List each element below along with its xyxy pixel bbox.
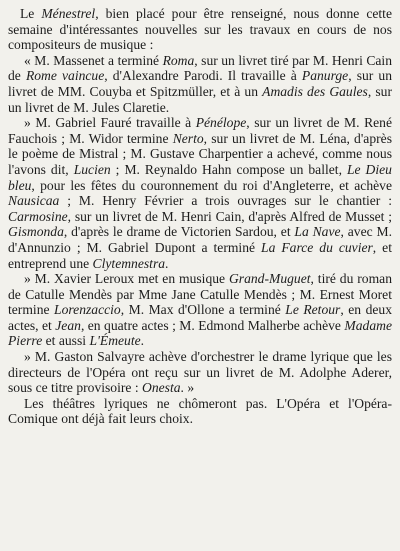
text-segment: . — [165, 255, 169, 271]
text-segment: « M. Massenet a terminé — [24, 52, 163, 68]
italic-title-segment: Pénélope — [195, 115, 247, 131]
text-segment: Les théâtres lyriques ne chômeront pas. L'Opéra et l'Opéra-Comique ont déjà fait leurs choix. — [8, 395, 392, 427]
article-paragraph-leroux — [8, 271, 392, 349]
text-segment: , sur un livret de MM. Couyba et Spitzmüller, et à un — [8, 68, 393, 99]
italic-title-segment: Gismonda — [8, 224, 64, 240]
text-segment: , bien placé pour être renseigné, nous donne cette semaine d'intéressantes nouvelles sur les travaux en cours de nos compositeurs de musique : — [8, 6, 392, 53]
text-segment: , en deux actes, et — [8, 302, 392, 333]
text-segment: , en quatre actes ; M. Edmond Malherbe achève — [80, 317, 345, 333]
text-segment: , sur un livret de M. Léna, d'après le poème de Mistral ; M. Gustave Charpentier a achevé, comme nous l'avons dit, — [8, 130, 392, 177]
text-segment: , et entreprend une — [8, 239, 392, 271]
italic-title-segment: Lucien — [73, 161, 111, 177]
text-segment: » M. Gaston Salvayre achève d'orchestrer le drame lyrique que les directeurs de l'Opéra ont reçu sur un livret de M. Adolphe Aderer, sous ce titre provisoire : — [8, 349, 392, 396]
italic-title-segment: Madame Pierre — [8, 317, 392, 349]
italic-title-segment: Jean — [55, 317, 81, 333]
italic-title-segment: Carmosine — [8, 208, 68, 224]
text-segment: , sur un livret de M. Henri Cain, d'après Alfred de Musset ; — [67, 208, 392, 224]
text-segment: » M. Xavier Leroux met en musique — [24, 271, 229, 287]
text-segment: , avec M. d'Annunzio ; M. Gabriel Dupont a terminé — [8, 224, 392, 255]
text-segment: , d'après le drame de Victorien Sardou, et — [63, 224, 295, 240]
article-paragraph-massenet — [8, 53, 392, 115]
text-segment: , pour les fêtes du couronnement du roi d'Angleterre, et achève — [31, 177, 392, 193]
italic-title-segment: Nausicaa — [8, 193, 60, 209]
italic-title-segment: Onesta — [142, 380, 181, 396]
italic-title-segment: Clytemnestra — [92, 255, 166, 271]
text-segment: » M. Gabriel Fauré travaille à — [24, 115, 196, 131]
italic-title-segment: Lorenzaccio — [54, 302, 121, 318]
italic-title-segment: Panurge — [301, 68, 349, 84]
text-segment: Le — [20, 6, 42, 21]
italic-title-segment: Grand-Muguet — [228, 271, 311, 287]
text-segment: ; M. Henry Février a trois ouvrages sur le chantier : — [59, 193, 392, 209]
article-paragraph-salvayre — [8, 349, 392, 396]
text-segment: , M. Max d'Ollone a terminé — [120, 302, 286, 318]
italic-title-segment: La Nave — [294, 224, 341, 240]
text-segment: et aussi — [42, 333, 90, 349]
italic-title-segment: Le Retour — [285, 302, 341, 318]
text-segment: . — [140, 333, 145, 349]
text-segment: , d'Alexandre Parodi. Il travaille à — [104, 68, 302, 84]
text-segment: . » — [180, 380, 195, 396]
italic-title-segment: L'Émeute — [89, 333, 141, 349]
text-segment: , sur un livret tiré par M. Henri Cain de — [8, 52, 392, 84]
italic-title-segment: Nerto — [172, 130, 204, 146]
italic-title-segment: La Farce du cuvier — [261, 239, 373, 255]
text-segment: , tiré du roman de Catulle Mendès par Mme Jane Catulle Mendès ; M. Ernest Moret termine — [8, 271, 393, 318]
italic-title-segment: Amadis des Gaules — [262, 83, 368, 99]
article-paragraph-intro — [8, 6, 392, 53]
italic-title-segment: Le Dieu bleu — [8, 161, 392, 193]
text-segment: , sur un livret de M. Jules Claretie. — [8, 83, 392, 115]
article-paragraph-faure — [8, 115, 392, 271]
article-paragraph-conclusion — [8, 396, 392, 427]
italic-title-segment: Roma — [162, 52, 195, 68]
text-segment: ; M. Reynaldo Hahn compose un ballet, — [110, 161, 347, 177]
text-segment: , sur un livret de M. René Fauchois ; M. Widor termine — [8, 115, 392, 146]
italic-title-segment: Ménestrel — [41, 6, 96, 21]
italic-title-segment: Rome vaincue — [25, 68, 105, 84]
